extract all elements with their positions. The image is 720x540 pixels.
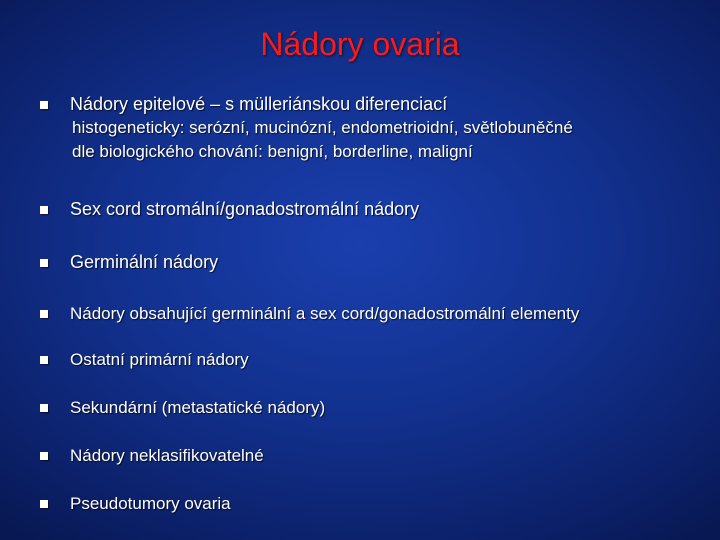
- list-item-sex-cord: [40, 197, 700, 221]
- list-item-germinal: [40, 250, 700, 274]
- square-bullet-icon: [40, 452, 48, 460]
- square-bullet-icon: [40, 101, 48, 109]
- list-item-label: Nádory obsahující germinální a sex cord/gonadostromální elementy: [70, 304, 580, 323]
- list-item-epithelial: [40, 92, 700, 164]
- list-item-secondary: [40, 396, 700, 420]
- list-item-label: Germinální nádory: [70, 252, 219, 272]
- list-item-unclassifiable: [40, 444, 700, 468]
- square-bullet-icon: [40, 206, 48, 214]
- list-item-subline: dle biologického chování: benigní, borderline, maligní: [72, 142, 473, 161]
- list-item-label: Pseudotumory ovaria: [70, 494, 231, 513]
- square-bullet-icon: [40, 356, 48, 364]
- square-bullet-icon: [40, 310, 48, 318]
- square-bullet-icon: [40, 404, 48, 412]
- square-bullet-icon: [40, 259, 48, 267]
- list-item-other-primary: [40, 348, 700, 372]
- list-item-subline: histogeneticky: serózní, mucinózní, endometrioidní, světlobuněčné: [72, 118, 573, 137]
- list-item-pseudotumors: [40, 492, 700, 516]
- list-item-label: Ostatní primární nádory: [70, 350, 249, 369]
- list-item-text: [70, 92, 573, 164]
- list-item-label: Nádory neklasifikovatelné: [70, 446, 264, 465]
- list-item-label: Sex cord stromální/gonadostromální nádory: [70, 199, 420, 219]
- slide-title: Nádory ovaria: [260, 26, 460, 62]
- list-item-label: Nádory epitelové – s mülleriánskou diferenciací: [70, 94, 448, 114]
- list-item-label: Sekundární (metastatické nádory): [70, 398, 326, 417]
- square-bullet-icon: [40, 500, 48, 508]
- list-item-mixed: [40, 302, 700, 326]
